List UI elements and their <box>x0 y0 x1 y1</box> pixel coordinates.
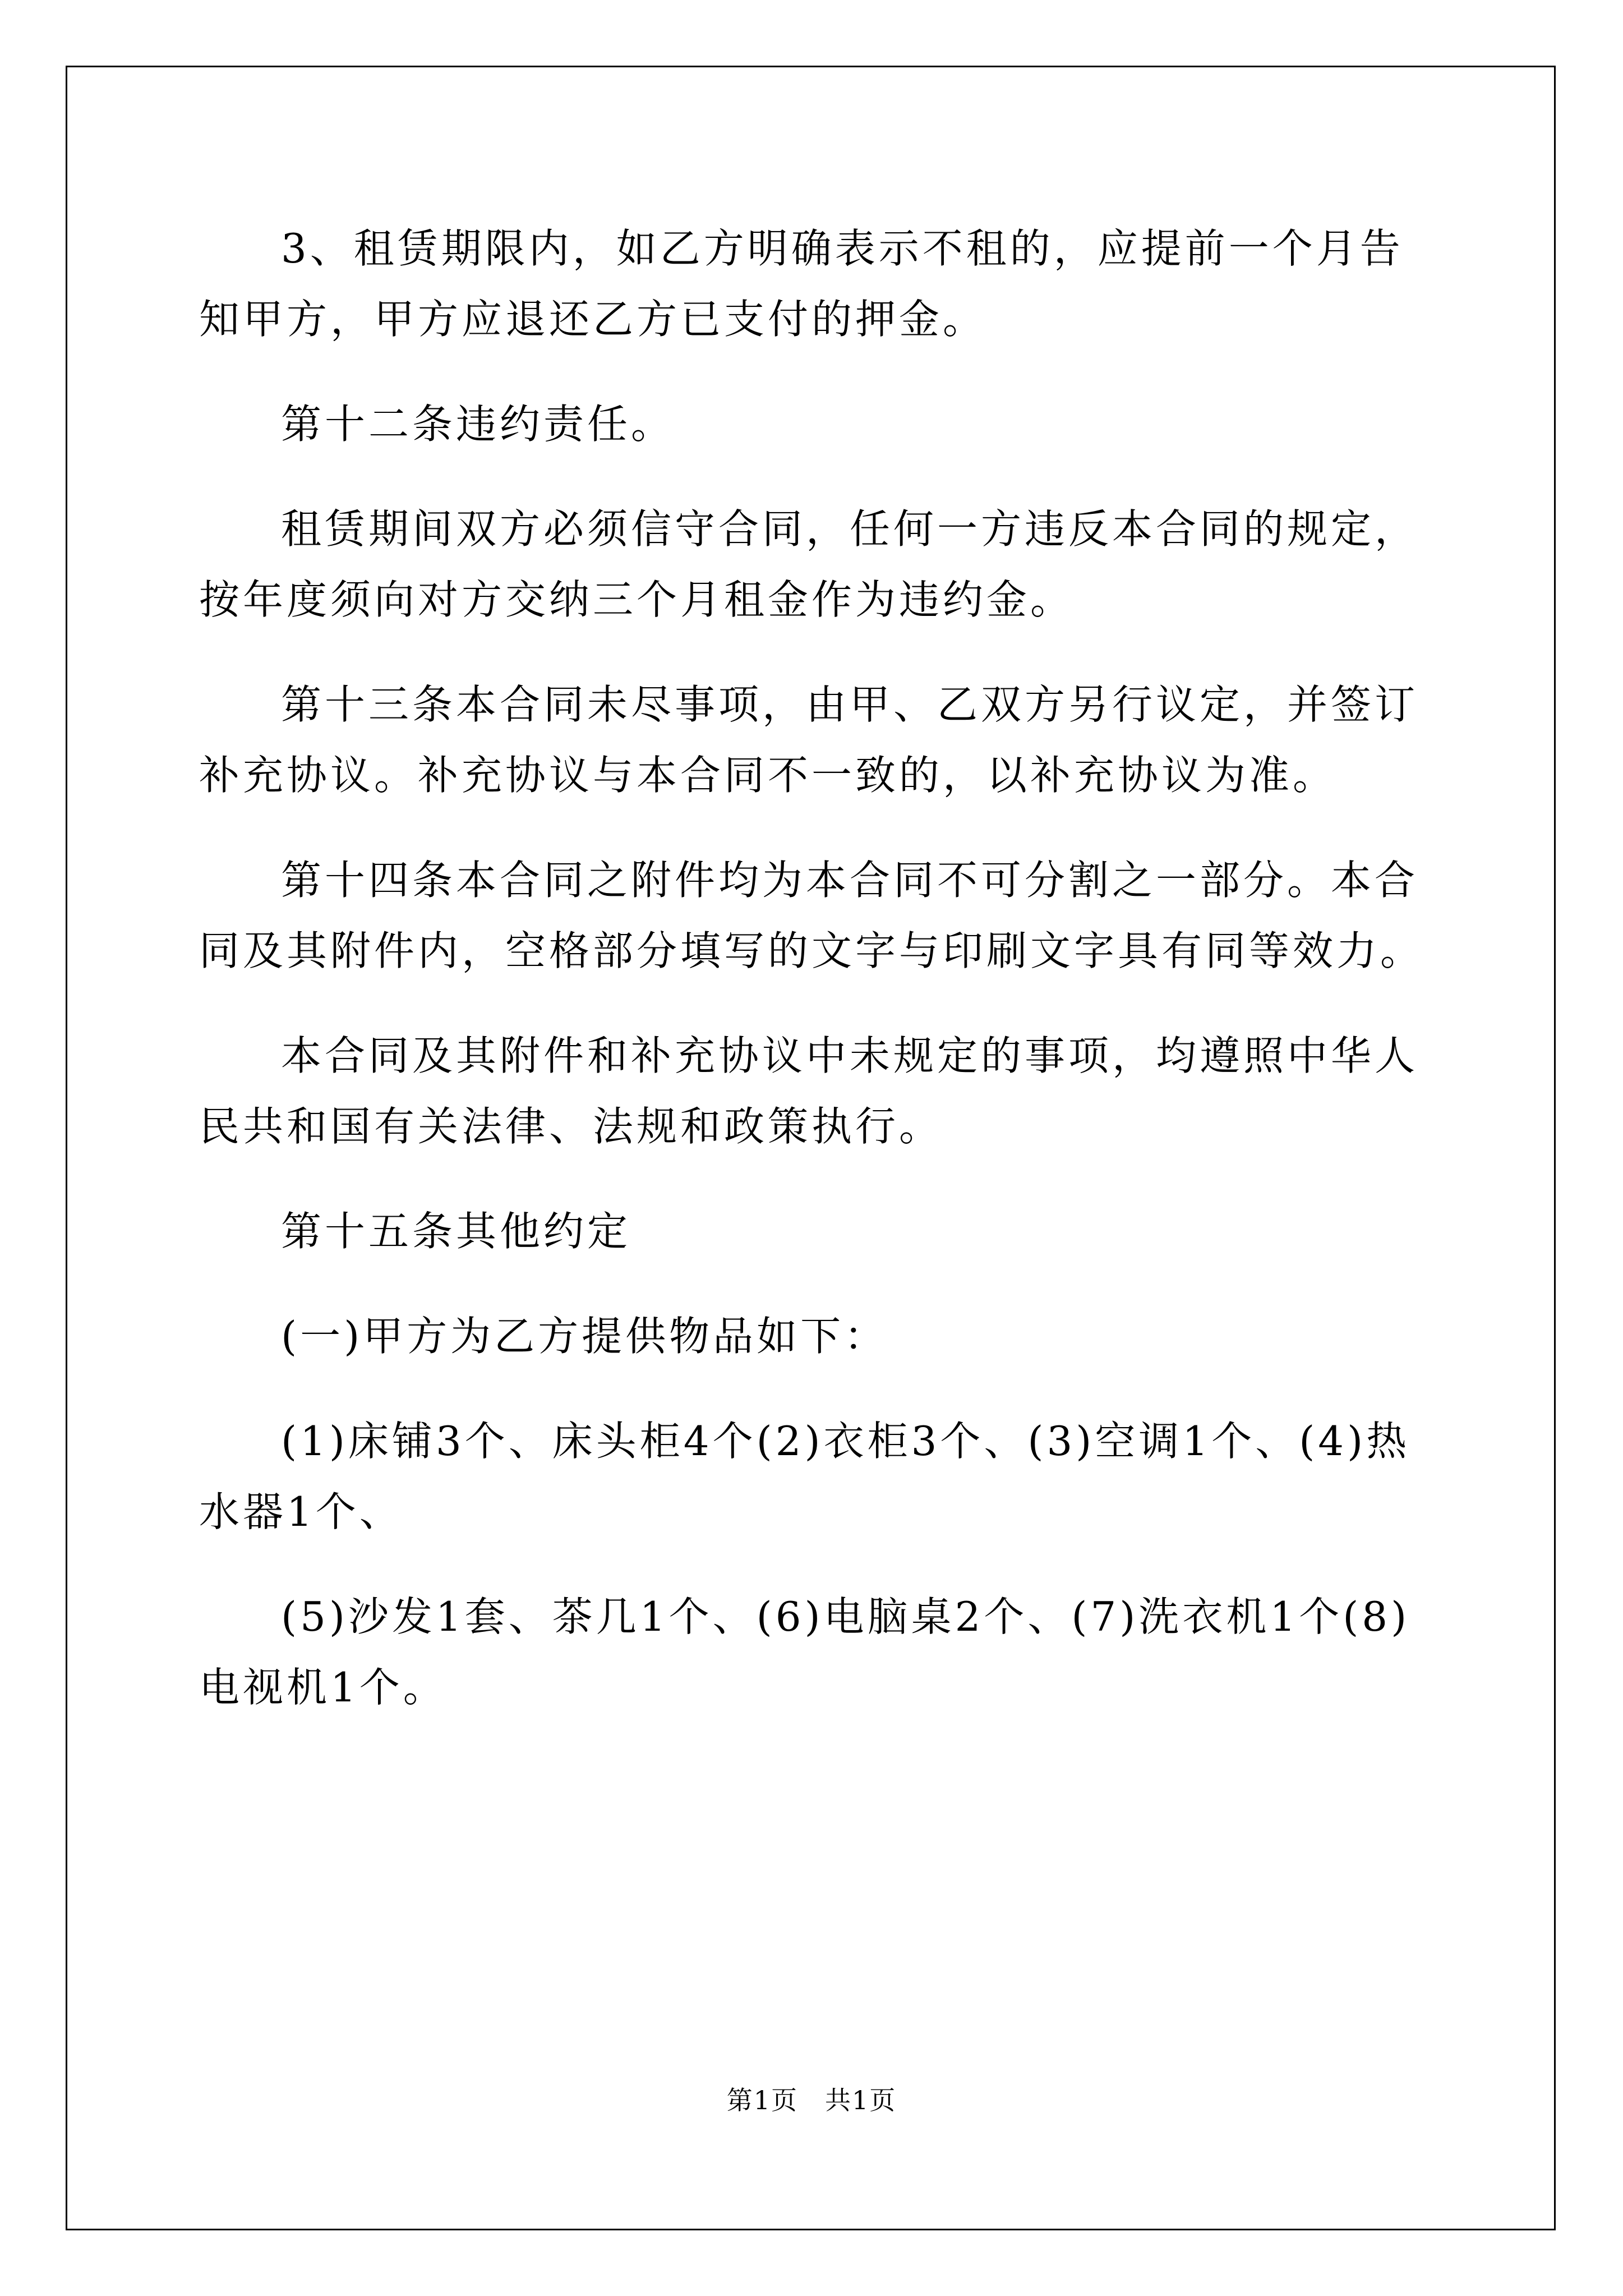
paragraph-items-list-1: (1)床铺3个、床头柜4个(2)衣柜3个、(3)空调1个、(4)热水器1个、 <box>199 1418 1410 1535</box>
paragraph-items-list-2: (5)沙发1套、茶几1个、(6)电脑桌2个、(7)洗衣机1个(8)电视机1个。 <box>199 1593 1410 1711</box>
page-number-footer: 第1页 共1页 <box>726 2085 897 2115</box>
paragraph-article-14: 第十四条本合同之附件均为本合同不可分割之一部分。本合同及其附件内，空格部分填写的文字与印刷文字具有同等效力。 <box>199 857 1424 974</box>
paragraph-items-intro: (一)甲方为乙方提供物品如下： <box>281 1313 888 1360</box>
paragraph-refund-clause: 3、租赁期限内，如乙方明确表示不租的，应提前一个月告知甲方，甲方应退还乙方已支付的押金。 <box>199 225 1404 343</box>
document-body <box>199 213 1433 1757</box>
paragraph-article-12-heading: 第十二条违约责任。 <box>281 401 675 448</box>
paragraph-governing-law: 本合同及其附件和补充协议中未规定的事项，均遵照中华人民共和国有关法律、法规和政策执行。 <box>199 1032 1419 1150</box>
paragraph-article-15-heading: 第十五条其他约定 <box>281 1208 631 1255</box>
paragraph-article-13: 第十三条本合同未尽事项，由甲、乙双方另行议定，并签订补充协议。补充协议与本合同不一致的，以补充协议为准。 <box>199 681 1419 799</box>
paragraph-breach-liability: 租赁期间双方必须信守合同，任何一方违反本合同的规定，按年度须向对方交纳三个月租金作为违约金。 <box>199 505 1419 623</box>
